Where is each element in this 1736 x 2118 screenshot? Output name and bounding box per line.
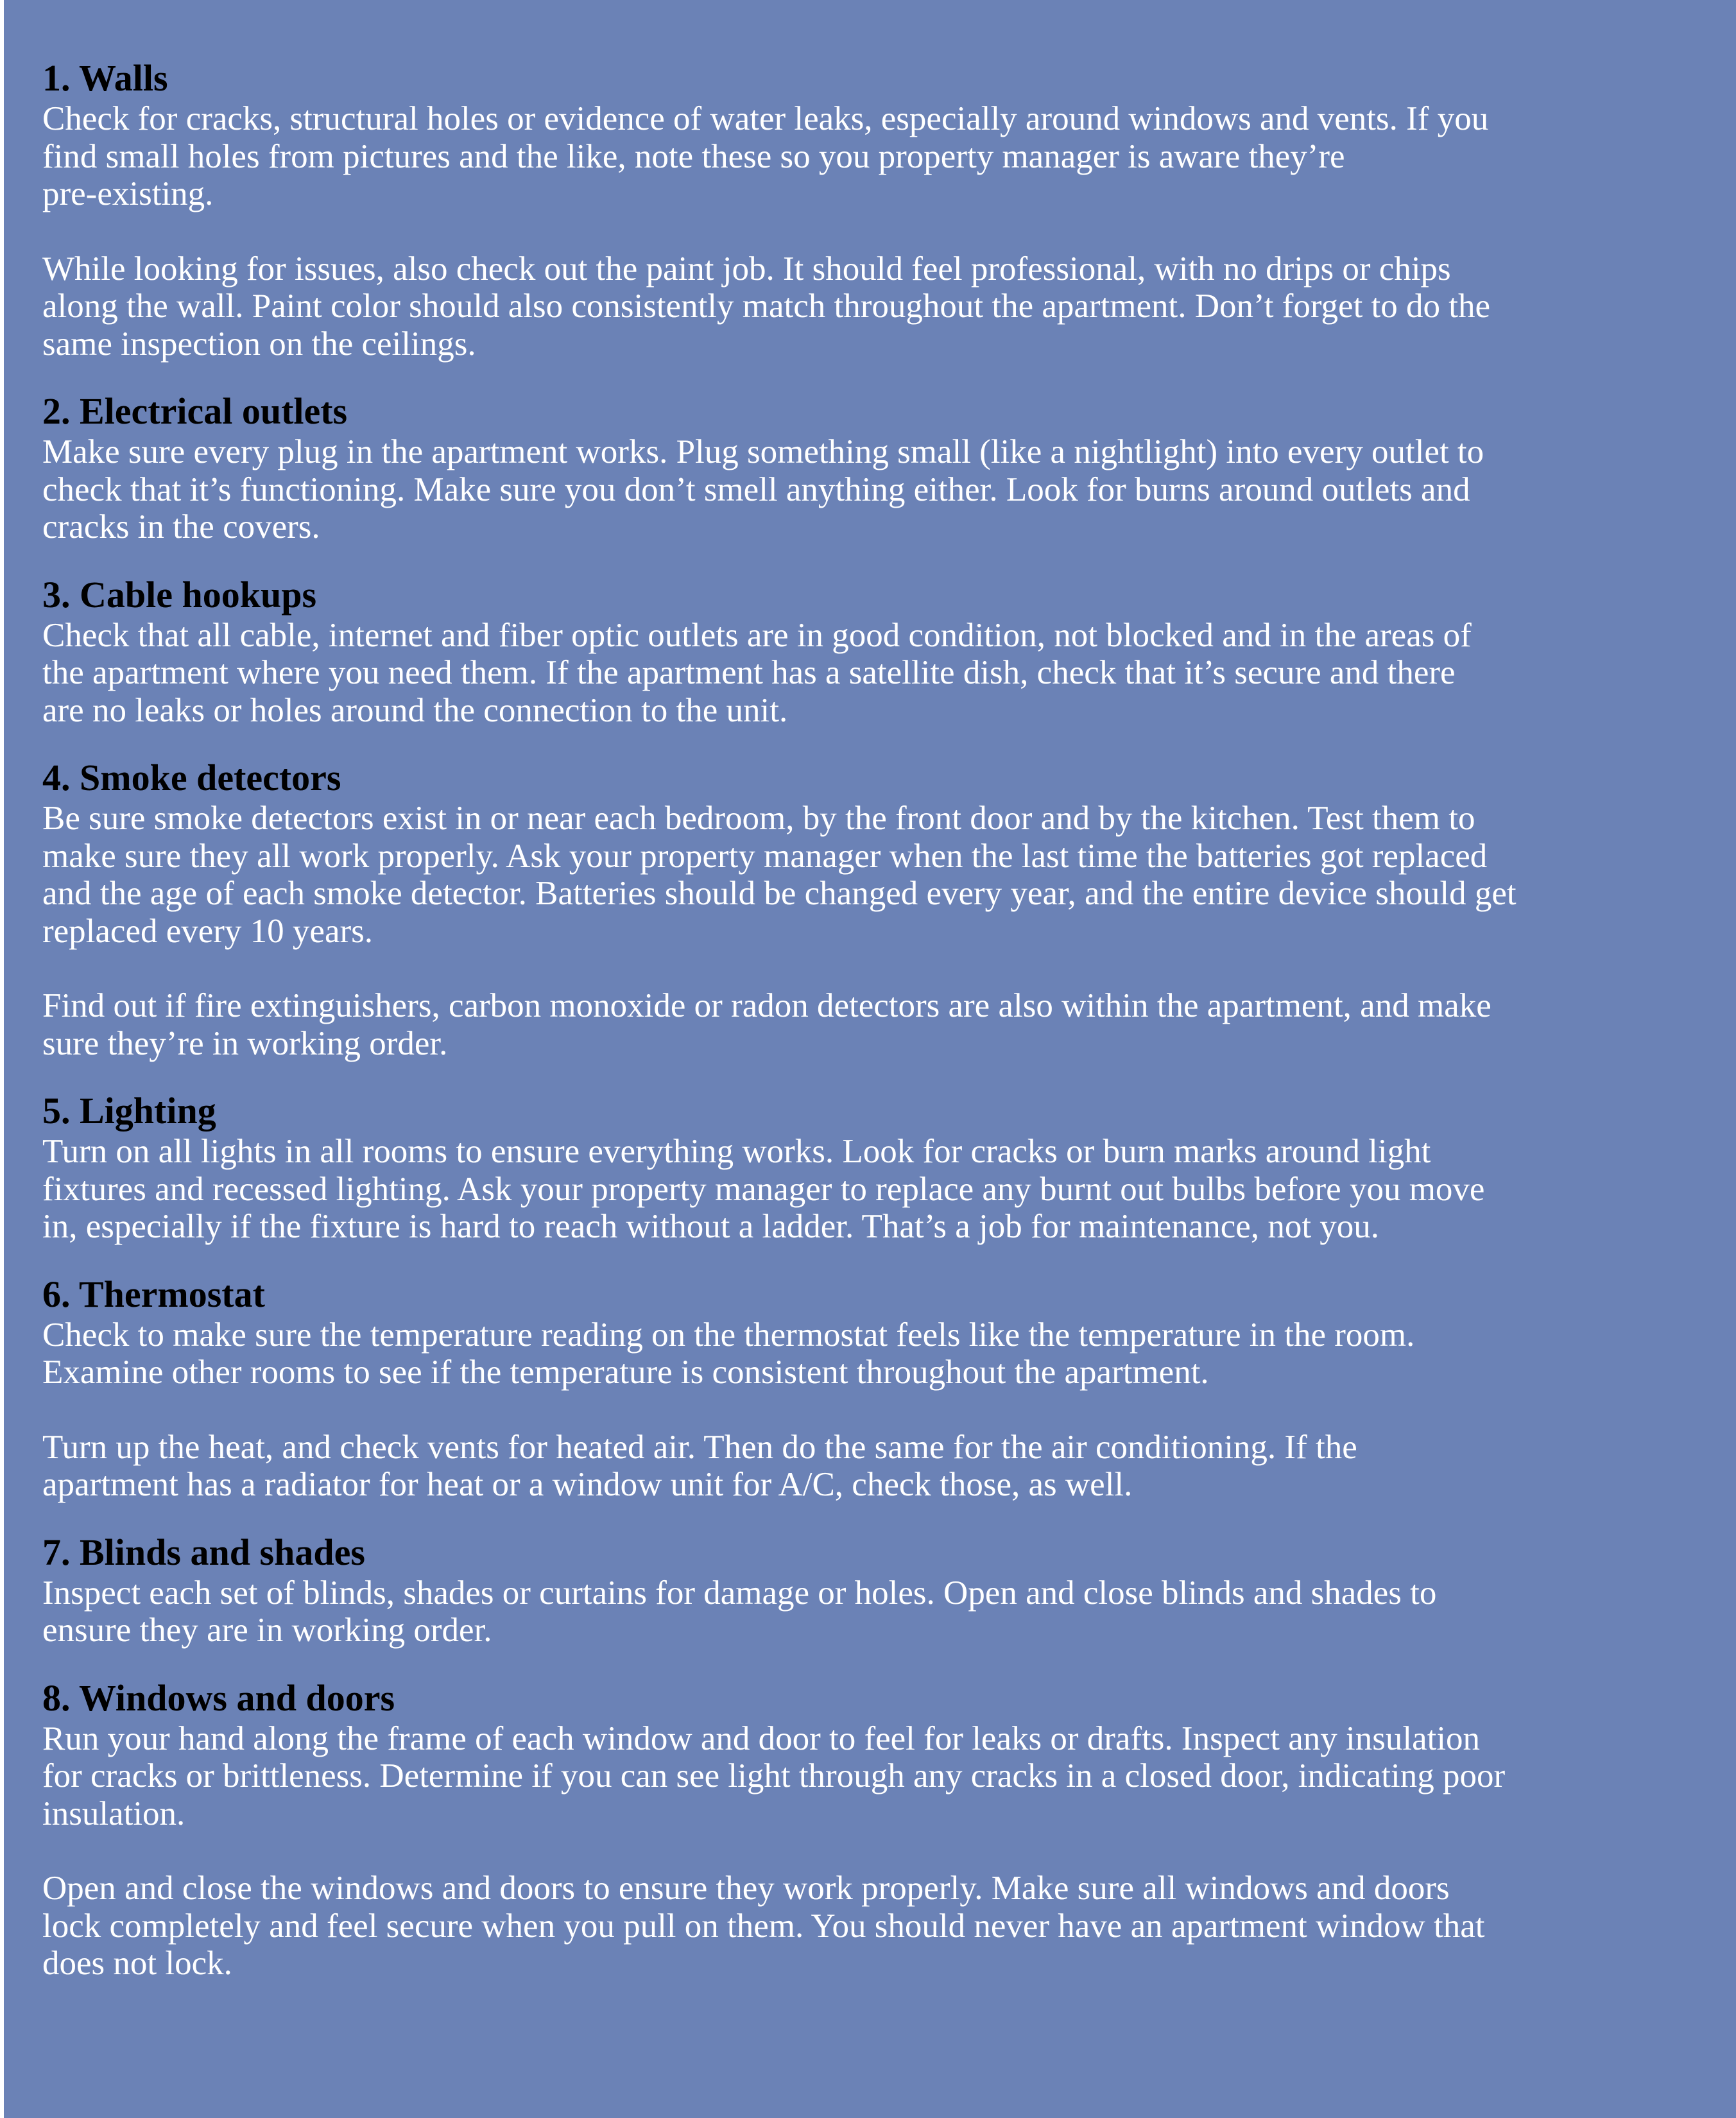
section-heading: 2. Electrical outlets [42,390,348,432]
section-paragraph: Check that all cable, internet and fiber optic outlets are in good condition, not blocked and in the areas of the apartment where you need them. If the apartment has a satellite dish, check that it’s secure and there are no leaks or holes around the connection to the unit. [42,616,1472,729]
checklist-content [42,56,1711,2010]
section-heading: 7. Blinds and shades [42,1531,365,1573]
section-paragraph: Make sure every plug in the apartment works. Plug something small (like a nightlight) into every outlet to check that it’s functioning. Make sure you don’t smell anything either. Look for burns around outlets and cracks in the covers. [42,433,1484,546]
section-heading: 8. Windows and doors [42,1676,395,1719]
section-heading: 4. Smoke detectors [42,757,341,798]
section-thermostat [42,1273,1711,1504]
section-smoke-detectors [42,756,1711,1062]
section-paragraph: Open and close the windows and doors to ensure they work properly. Make sure all windows and doors lock completely and feel secure when you pull on them. You should never have an apartment window that does not lock. [42,1870,1485,1982]
section-lighting [42,1089,1711,1246]
section-paragraph: While looking for issues, also check out the paint job. It should feel professional, with no drips or chips along the wall. Paint color should also consistently match throughout the apartment. Don’t forget to do the same inspection on the ceilings. [42,250,1491,363]
section-paragraph: Turn on all lights in all rooms to ensure everything works. Look for cracks or burn marks around light fixtures and recessed lighting. Ask your property manager to replace any burnt out bulbs before you move in, especially if the fixture is hard to reach without a ladder. That’s a job for maintenance, not you. [42,1133,1485,1245]
section-cable-hookups [42,573,1711,730]
section-walls [42,56,1711,363]
section-paragraph: Check to make sure the temperature reading on the thermostat feels like the temperature in the room. Examine other rooms to see if the temperature is consistent throughout the apartment. [42,1316,1415,1391]
section-electrical-outlets [42,390,1711,546]
section-paragraph: Inspect each set of blinds, shades or curtains for damage or holes. Open and close blinds and shades to ensure they are in working order. [42,1574,1437,1649]
section-heading: 5. Lighting [42,1090,216,1132]
section-paragraph: Be sure smoke detectors exist in or near each bedroom, by the front door and by the kitchen. Test them to make sure they all work properly. Ask your property manager when the last time the batteries got replaced and the age of each smoke detector. Batteries should be changed every year, and the entire device should get replaced every 10 years. [42,800,1517,950]
section-paragraph: Check for cracks, structural holes or evidence of water leaks, especially around windows and vents. If you find small holes from pictures and the like, note these so you property manager is aware they’re pre-existing. [42,100,1489,212]
section-paragraph: Run your hand along the frame of each window and door to feel for leaks or drafts. Inspect any insulation for cracks or brittleness. Determine if you can see light through any cracks in a closed door, indicating poor insulation. [42,1719,1506,1832]
section-windows-and-doors [42,1676,1711,1983]
section-paragraph: Turn up the heat, and check vents for heated air. Then do the same for the air conditioning. If the apartment has a radiator for heat or a window unit for A/C, check those, as well. [42,1428,1357,1503]
section-heading: 6. Thermostat [42,1273,265,1315]
section-heading: 3. Cable hookups [42,573,317,616]
section-paragraph: Find out if fire extinguishers, carbon monoxide or radon detectors are also within the apartment, and make sure they’re in working order. [42,987,1491,1062]
section-heading: 1. Walls [42,57,168,99]
section-blinds-and-shades [42,1531,1711,1649]
